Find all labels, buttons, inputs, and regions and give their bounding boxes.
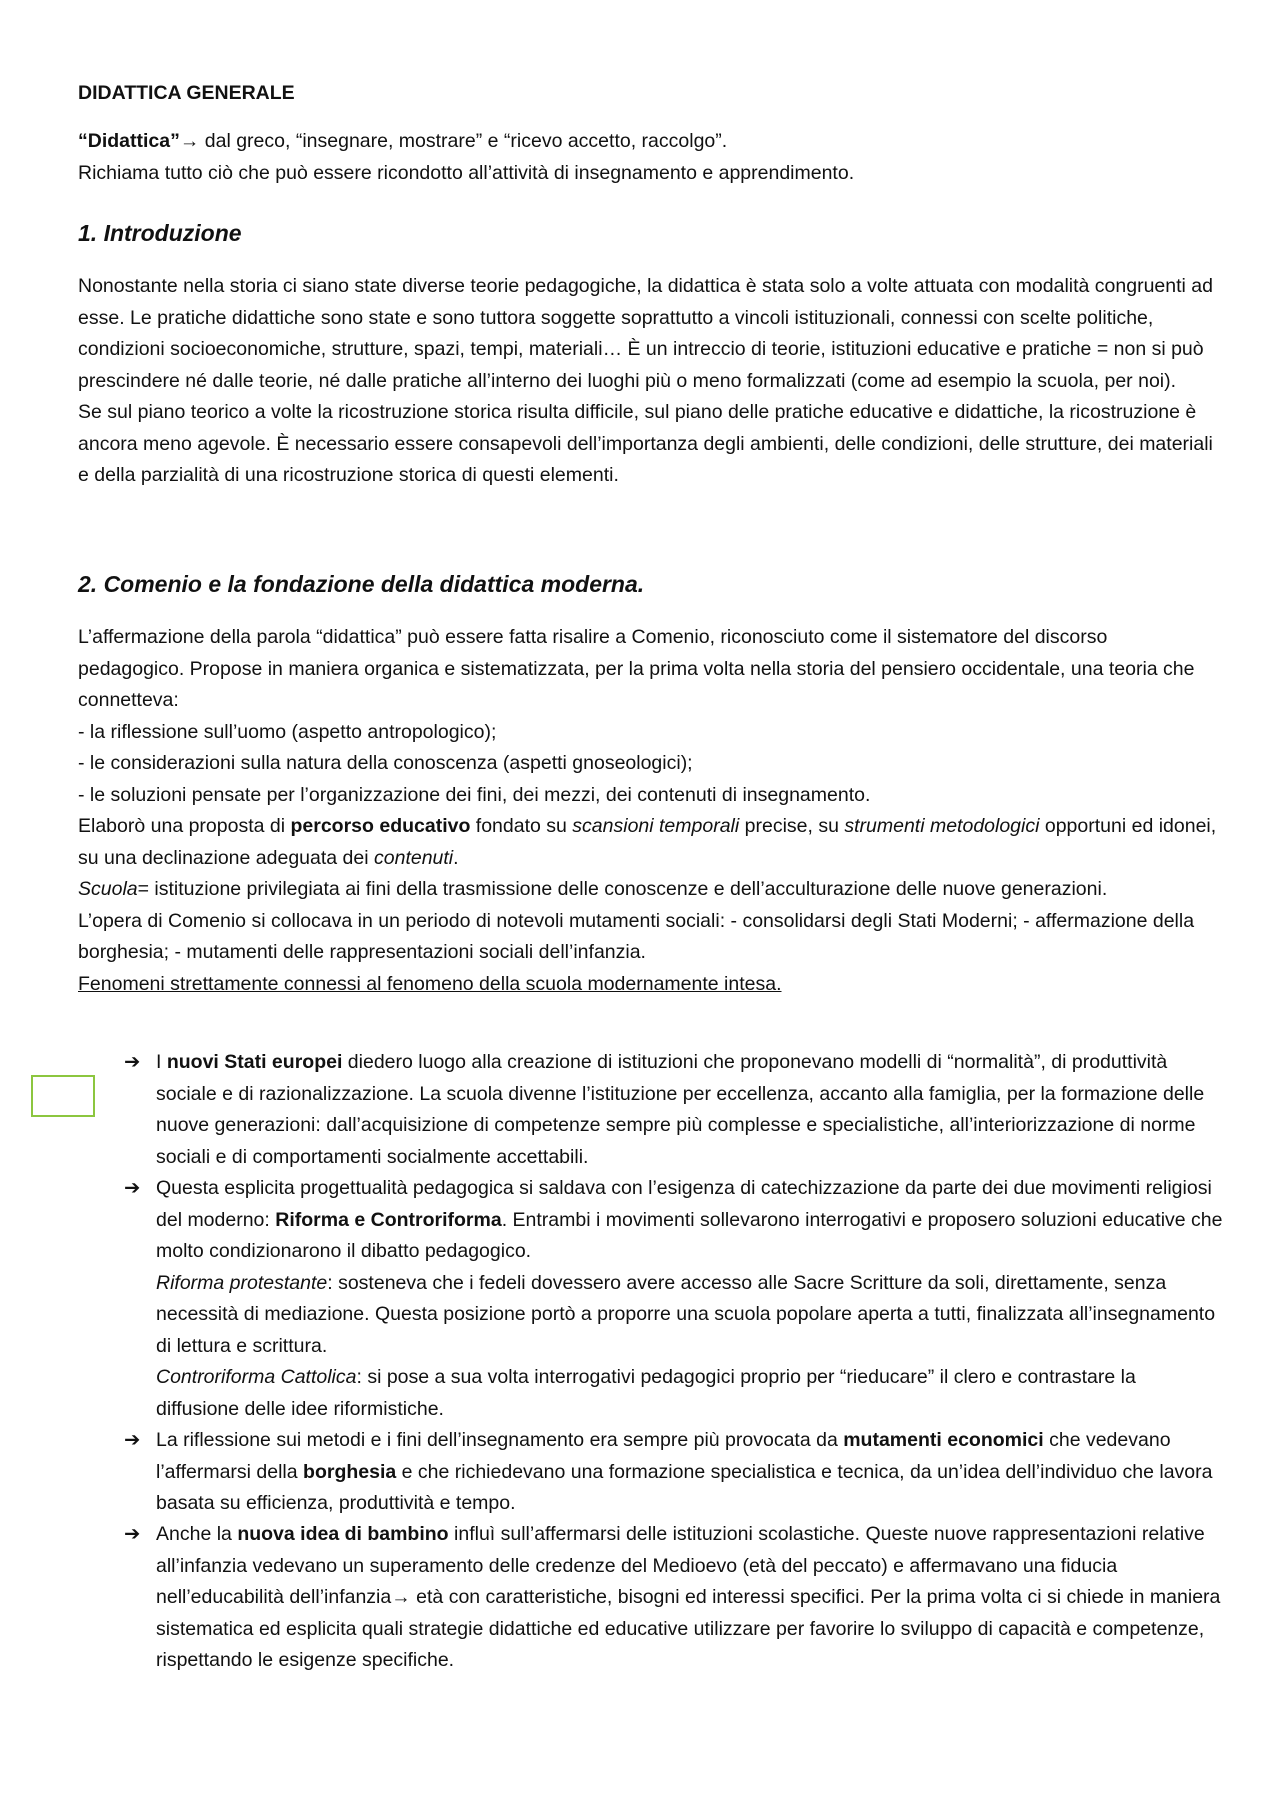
bold-run: nuovi Stati europei: [166, 1051, 343, 1073]
section-2-body: [78, 622, 1218, 1000]
intro-definition: [78, 126, 1218, 189]
green-outline-box: [31, 1075, 95, 1117]
definition-text: dal greco, “insegnare, mostrare” e “ricevo accetto, raccolgo”.: [199, 130, 728, 152]
section-1-heading: 1. Introduzione: [78, 220, 242, 246]
text-run: I: [156, 1051, 167, 1073]
text-run: . Entrambi i movimenti sollevarono interrogativi e proposero soluzioni educative che molto condizionarono il dibatto pedagogico.: [156, 1208, 1223, 1262]
section-2-paragraph-3: [78, 874, 1218, 906]
italic-run: Controriforma Cattolica: [156, 1366, 357, 1388]
list-item: - le considerazioni sulla natura della conoscenza (aspetti gnoseologici);: [78, 752, 693, 774]
text-run: .: [453, 846, 459, 869]
bullet-item-3: [124, 1425, 1224, 1520]
bullet-text: [156, 1173, 1224, 1425]
arrow-bullet-icon: ➔: [124, 1523, 141, 1545]
section-2-paragraph-1: L’affermazione della parola “didattica” può essere fatta risalire a Comenio, riconosciuto come il sistematore del discorso pedagogico. Propose in maniera organica e sistematizzata, per la prima volta nella storia del pensiero occidentale, una teoria che connetteva:: [78, 626, 1195, 711]
italic-run: strumenti metodologici: [844, 815, 1040, 837]
italic-run: Riforma protestante: [156, 1271, 328, 1294]
bullet-text: [156, 1047, 1224, 1173]
text-run: opportuni ed idonei, su una declinazione adeguata dei: [78, 815, 1217, 869]
arrow-icon: →: [391, 1586, 411, 1608]
section-1-paragraph-1: Nonostante nella storia ci siano state diverse teorie pedagogiche, la didattica è stata solo a volte attuata con modalità congruenti ad esse. Le pratiche didattiche sono state e sono tuttora soggette soprattutto a vincoli istituzionali, connessi con scelte politiche, condizioni socioeconomiche, strutture, spazi, tempi, materiali… È un intreccio di teorie, istituzioni educative e pratiche = non si può prescindere né dalle teorie, né dalle pratiche all’interno dei luoghi più o meno formalizzati (come ad esempio la scuola, per noi).: [78, 275, 1213, 392]
bullet-paragraph: [156, 1173, 1224, 1268]
arrow-icon: →: [179, 130, 200, 152]
bullet-paragraph: [156, 1268, 1224, 1363]
intro-line-2: Richiama tutto ciò che può essere ricondotto all’attività di insegnamento e apprendimento.: [78, 161, 855, 184]
bullet-item-2: [124, 1173, 1224, 1425]
section-1-body: [78, 271, 1218, 492]
intro-line-1: [78, 126, 1218, 158]
bullet-item-4: [124, 1519, 1224, 1677]
bullet-paragraph: [156, 1362, 1224, 1425]
section-1-paragraph-2: Se sul piano teorico a volte la ricostruzione storica risulta difficile, sul piano delle pratiche educative e didattiche, la ricostruzione è ancora meno agevole. È necessario essere consapevoli dell’importanza degli ambienti, delle condizioni, delle strutture, dei materiali e della parzialità di una ricostruzione storica di questi elementi.: [78, 401, 1213, 486]
bold-run: borghesia: [303, 1460, 397, 1483]
italic-run: contenuti: [374, 846, 454, 869]
text-run: La riflessione sui metodi e i fini dell’insegnamento era sempre più provocata da: [156, 1429, 844, 1451]
text-run: : si pose a sua volta interrogativi pedagogici proprio per “rieducare” il clero e contrastare la diffusione delle idee riformistiche.: [156, 1366, 1136, 1420]
italic-run: Scuola: [78, 878, 138, 900]
text-run: diedero luogo alla creazione di istituzioni che proponevano modelli di “normalità”, di produttività sociale e di razionalizzazione. La scuola divenne l’istituzione per eccellenza, accanto alla famiglia, per la formazione delle nuove generazioni: dall’acquisizione di competenze sempre più complesse e specialistiche, all’interiorizzazione di norme sociali e di comportamenti socialmente accettabili.: [156, 1051, 1205, 1168]
bold-run: mutamenti economici: [843, 1429, 1044, 1451]
text-run: Anche la: [156, 1523, 238, 1545]
bullet-item-1: [124, 1047, 1224, 1173]
text-run: : sosteneva che i fedeli dovessero avere accesso alle Sacre Scritture da soli, direttamente, senza necessità di mediazione. Questa posizione portò a proporre una scuola popolare aperta a tutti, finalizzata all’insegnamento di lettura e scrittura.: [156, 1271, 1216, 1357]
arrow-bullet-icon: ➔: [124, 1051, 141, 1073]
list-item: - la riflessione sull’uomo (aspetto antropologico);: [78, 720, 497, 743]
page-title: DIDATTICA GENERALE: [78, 82, 295, 104]
text-run: età con caratteristiche, bisogni ed interessi specifici. Per la prima volta ci si chiede in maniera sistematica ed esplicita quali strategie didattiche ed educative utilizzare per favorire lo sviluppo di capacità e competenze, rispettando le esigenze specifiche.: [156, 1586, 1221, 1671]
text-run: e che richiedevano una formazione specialistica e tecnica, da un’idea dell’individuo che lavora basata su efficienza, produttività e tempo.: [156, 1460, 1213, 1514]
term-didattica: “Didattica”: [78, 130, 180, 152]
italic-run: scansioni temporali: [572, 815, 740, 837]
text-run: Elaborò una proposta di: [78, 815, 291, 837]
bold-run: nuova idea di bambino: [237, 1523, 449, 1545]
text-run: = istituzione privilegiata ai fini della trasmissione delle conoscenze e dell’acculturazione delle nuove generazioni.: [137, 878, 1108, 900]
text-run: influì sull’affermarsi delle istituzioni scolastiche. Queste nuove rappresentazioni relative all’infanzia vedevano un superamento delle credenze del Medioevo (età del peccato) e affermavano una fiducia nell’educabilità dell’infanzia: [156, 1523, 1205, 1608]
text-run: Questa esplicita progettualità pedagogica si saldava con l’esigenza di catechizzazione da parte dei due movimenti religiosi del moderno:: [156, 1177, 1212, 1231]
bold-run: Riforma e Controriforma: [275, 1208, 502, 1231]
arrow-bullet-icon: ➔: [124, 1177, 141, 1199]
bold-run: percorso educativo: [290, 815, 471, 837]
list-item: - le soluzioni pensate per l’organizzazione dei fini, dei mezzi, dei contenuti di insegnamento.: [78, 783, 871, 806]
text-run: che vedevano l’affermarsi della: [156, 1429, 1171, 1483]
bullet-text: [156, 1519, 1224, 1677]
section-2-paragraph-2: [78, 811, 1218, 874]
section-2-paragraph-4: L’opera di Comenio si collocava in un periodo di notevoli mutamenti sociali: - consolidarsi degli Stati Moderni; - affermazione della borghesia; - mutamenti delle rappresentazioni sociali dell’infanzia.: [78, 909, 1195, 963]
arrow-bullet-icon: ➔: [124, 1429, 141, 1451]
bullet-text: [156, 1425, 1224, 1520]
text-run: fondato su: [470, 815, 573, 837]
text-run: precise, su: [739, 815, 845, 837]
section-2-underlined-line: Fenomeni strettamente connessi al fenomeno della scuola modernamente intesa.: [78, 972, 782, 995]
section-2-heading: 2. Comenio e la fondazione della didattica moderna.: [78, 571, 645, 597]
